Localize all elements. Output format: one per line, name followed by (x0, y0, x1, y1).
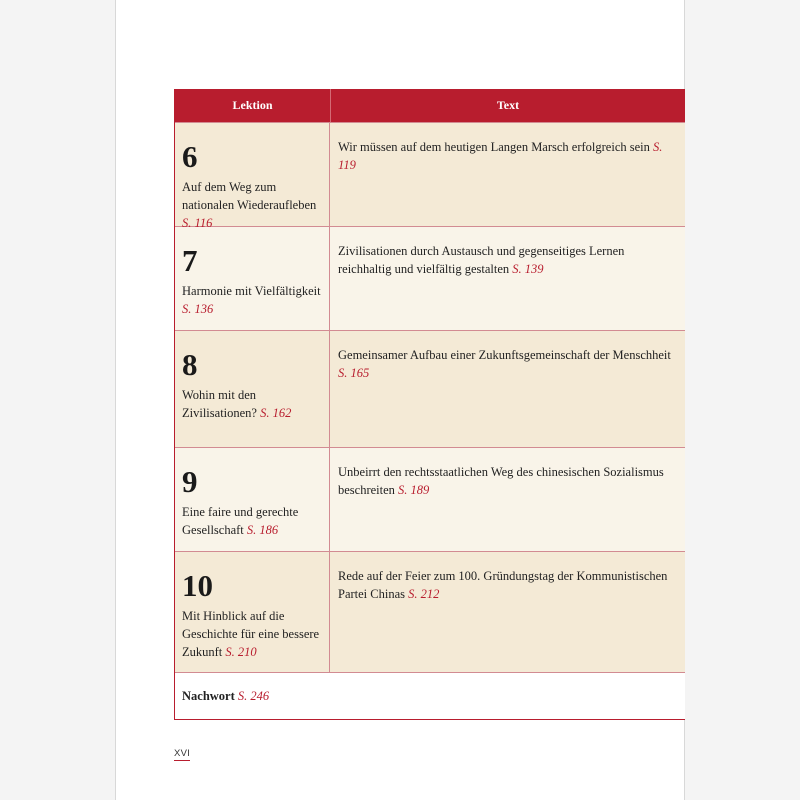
lesson-page-link[interactable]: S. 162 (260, 406, 292, 420)
lesson-cell (175, 227, 330, 330)
header-lektion: Lektion (175, 89, 331, 122)
lesson-number: 7 (182, 243, 198, 278)
lesson-number: 6 (182, 139, 198, 174)
table-of-contents (174, 89, 685, 720)
text-title: Gemeinsamer Aufbau einer Zukunftsgemeinschaft der Menschheit (338, 348, 671, 362)
lesson-title: Auf dem Weg zum nationalen Wiederaufleben (182, 180, 317, 212)
afterword-label: Nachwort (182, 688, 235, 703)
table-body (175, 122, 685, 672)
table-row (175, 447, 685, 551)
table-row (175, 226, 685, 330)
lesson-title: Mit Hinblick auf die Geschichte für eine bessere Zukunft (182, 609, 320, 659)
table-row (175, 122, 685, 230)
lesson-title: Harmonie mit Vielfältigkeit (182, 284, 321, 298)
text-cell (330, 331, 685, 447)
lesson-cell (175, 448, 330, 551)
table-row (175, 551, 685, 672)
lesson-title: Eine faire und gerechte Gesellschaft (182, 505, 299, 537)
text-title: Unbeirrt den rechtsstaatlichen Weg des chinesischen Sozialismus beschreiten (338, 465, 664, 497)
lesson-page-link[interactable]: S. 186 (246, 523, 279, 537)
text-page-link[interactable]: S. 119 (338, 140, 663, 172)
lesson-number: 8 (182, 347, 198, 382)
text-cell (330, 227, 685, 330)
text-cell (330, 552, 685, 672)
text-title: Wir müssen auf dem heutigen Langen Marsch erfolgreich sein (338, 140, 650, 154)
afterword-page-link[interactable]: S. 246 (237, 688, 270, 703)
table-row (175, 330, 685, 447)
header-text: Text (496, 98, 520, 112)
text-page-link[interactable]: S. 189 (398, 483, 430, 497)
lesson-cell (175, 123, 330, 230)
lesson-cell (175, 331, 330, 447)
text-page-link[interactable]: S. 139 (512, 262, 544, 276)
table-header (175, 89, 685, 122)
lesson-cell (175, 552, 330, 672)
text-cell (330, 448, 685, 551)
lesson-title: Wohin mit den Zivilisationen? (182, 388, 257, 420)
afterword-row (175, 672, 685, 720)
lesson-page-link[interactable]: S. 210 (225, 645, 257, 659)
text-title: Zivilisationen durch Austausch und gegenseitiges Lernen reichhaltig und vielfältig gestalten (338, 244, 625, 276)
text-cell (330, 123, 685, 226)
page-folio: XVI (174, 748, 191, 759)
lesson-page-link[interactable]: S. 136 (182, 302, 214, 316)
lesson-number: 10 (182, 568, 213, 603)
text-title: Rede auf der Feier zum 100. Gründungstag der Kommunistischen Partei Chinas (338, 569, 668, 601)
text-page-link[interactable]: S. 212 (408, 587, 440, 601)
text-page-link[interactable]: S. 165 (338, 366, 370, 380)
lesson-page-link[interactable]: S. 116 (182, 216, 213, 230)
lesson-number: 9 (182, 464, 198, 499)
